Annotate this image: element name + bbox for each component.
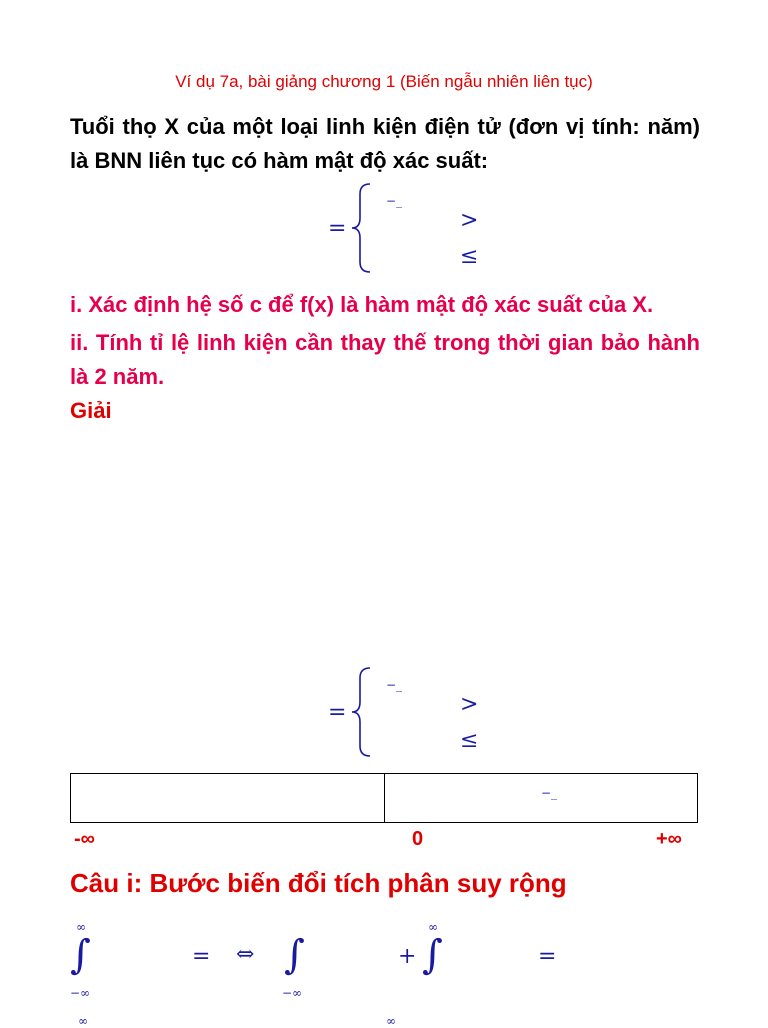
question-i: i. Xác định hệ số c để f(x) là hàm mật độ xác suất của X. <box>70 292 654 317</box>
upper-limit: ∞ <box>76 920 86 934</box>
integral-icon: ∫ <box>422 932 443 978</box>
equals-sign: = <box>192 944 211 969</box>
fraction-mark: −_ <box>541 786 558 800</box>
left-brace-icon <box>350 664 374 760</box>
lower-limit: −∞ <box>282 986 303 1000</box>
fraction-mark: −_ <box>386 678 403 692</box>
integral-icon: ∫ <box>284 932 305 978</box>
axis-label-pos-inf: +∞ <box>656 828 682 850</box>
plus-sign: + <box>398 944 417 969</box>
table-cell-right <box>385 774 698 823</box>
equals-sign: = <box>328 700 347 725</box>
piecewise-formula-2 <box>320 664 520 764</box>
case-less-equal: ≤ <box>460 728 479 753</box>
equals-sign: = <box>538 944 557 969</box>
domain-split-table <box>70 773 698 823</box>
cau-i-heading: Câu i: Bước biến đổi tích phân suy rộng <box>70 868 567 898</box>
left-brace-icon <box>350 180 374 276</box>
iff-icon: ⇔ <box>236 942 255 967</box>
case-less-equal: ≤ <box>460 244 479 269</box>
axis-line <box>70 822 698 823</box>
problem-statement: Tuổi thọ X của một loại linh kiện điện tử (đơn vị tính: năm) là BNN liên tục có hàm mật độ xác suất: <box>70 114 700 173</box>
upper-limit: ∞ <box>428 920 438 934</box>
axis-label-neg-inf: -∞ <box>74 828 95 850</box>
solution-heading: Giải <box>70 398 112 423</box>
table-cell-left <box>71 774 385 823</box>
integral-equation <box>60 918 680 1028</box>
upper-limit: ∞ <box>78 1014 88 1028</box>
fraction-mark: −_ <box>386 194 403 208</box>
axis-label-zero: 0 <box>412 828 424 850</box>
lower-limit: −∞ <box>70 986 91 1000</box>
question-ii: ii. Tính tỉ lệ linh kiện cần thay thế trong thời gian bảo hành là 2 năm. <box>70 330 700 389</box>
upper-limit: ∞ <box>386 1014 396 1028</box>
lecture-subtitle: Ví dụ 7a, bài giảng chương 1 (Biến ngẫu nhiên liên tục) <box>175 72 593 91</box>
case-greater-than: > <box>460 208 479 233</box>
integral-icon: ∫ <box>70 932 91 978</box>
piecewise-formula-1 <box>320 180 520 280</box>
case-greater-than: > <box>460 692 479 717</box>
equals-sign: = <box>328 216 347 241</box>
